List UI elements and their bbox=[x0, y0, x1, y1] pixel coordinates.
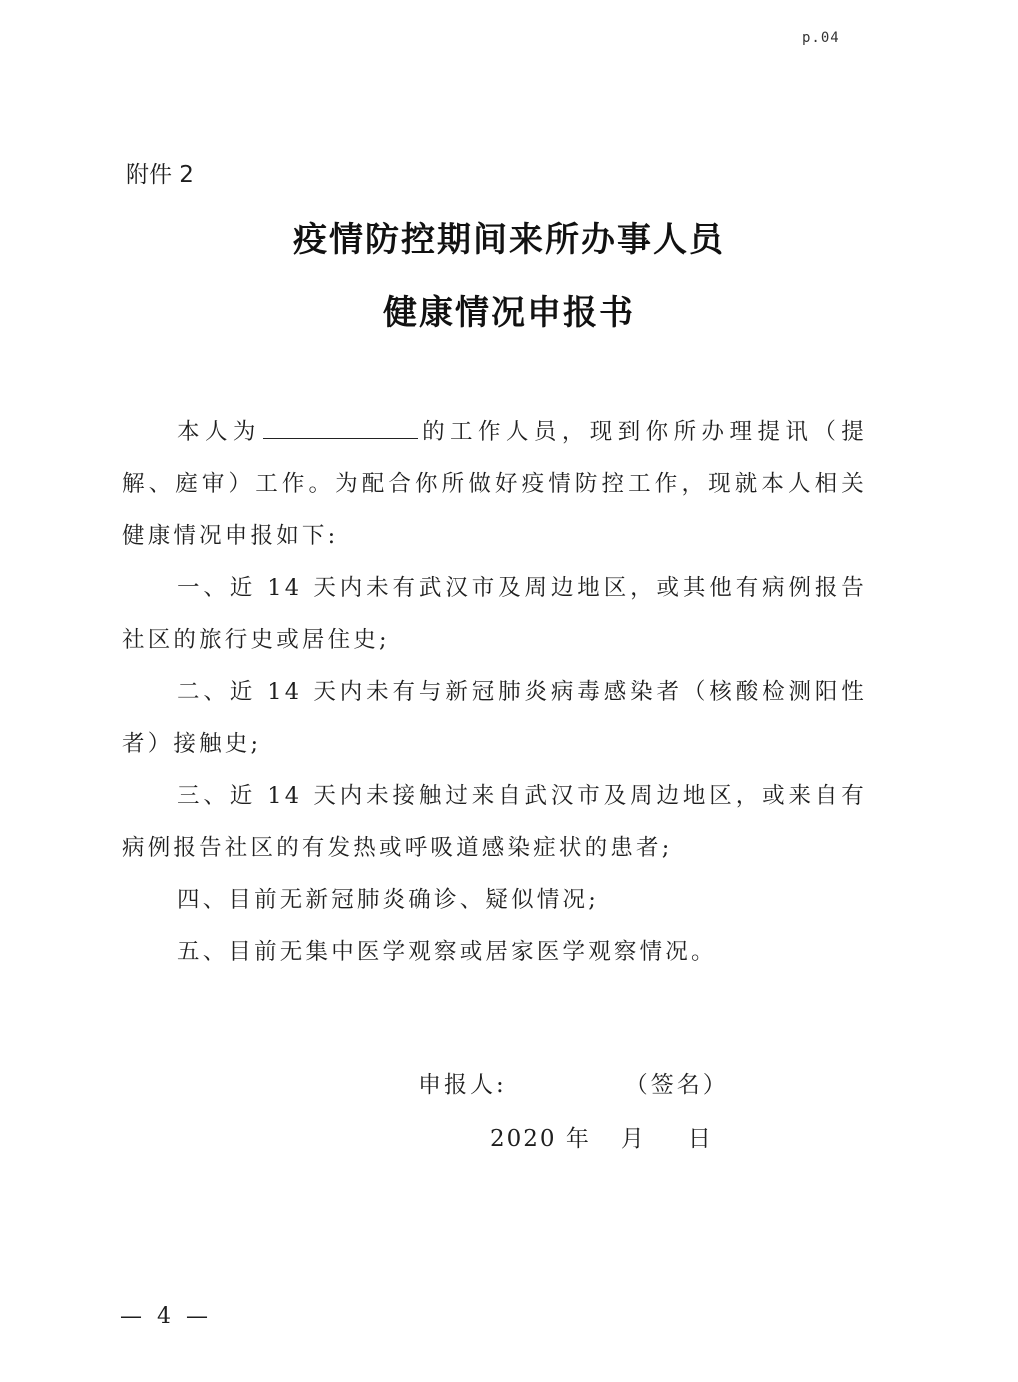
date-line bbox=[490, 1120, 713, 1153]
declaration-item-2: 二、近 14 天内未有与新冠肺炎病毒感染者（核酸检测阳性者）接触史; bbox=[122, 679, 867, 757]
declarant-label: 申报人: bbox=[418, 1072, 507, 1098]
date-day: 日 bbox=[687, 1126, 713, 1152]
page-number: — 4 — bbox=[120, 1304, 212, 1329]
intro-text-after: 的工作人员，现到你所办理提讯（提解、庭审）工作。为配合你所做好疫情防控工作，现就本人相关健康情况申报如下: bbox=[122, 419, 867, 549]
declarant-line bbox=[418, 1066, 729, 1099]
declaration-item-3: 三、近 14 天内未接触过来自武汉市及周边地区，或来自有病例报告社区的有发热或呼吸道感染症状的患者; bbox=[122, 783, 867, 861]
declaration-item-4: 四、目前无新冠肺炎确诊、疑似情况; bbox=[177, 887, 599, 913]
document-body bbox=[122, 406, 867, 978]
document-title-line1: 疫情防控期间来所办事人员 bbox=[293, 220, 725, 260]
intro-paragraph bbox=[122, 406, 867, 562]
intro-text-before: 本人为 bbox=[177, 419, 261, 445]
date-month: 月 bbox=[620, 1126, 646, 1152]
date-year: 2020 年 bbox=[490, 1126, 591, 1152]
unit-blank-field bbox=[263, 414, 418, 439]
document-title-line2: 健康情况申报书 bbox=[383, 293, 635, 333]
page-marker: p.04 bbox=[802, 30, 840, 46]
declaration-item-5: 五、目前无集中医学观察或居家医学观察情况。 bbox=[177, 939, 717, 965]
attachment-label: 附件 2 bbox=[126, 162, 194, 188]
sign-hint: （签名） bbox=[624, 1072, 729, 1098]
declaration-item-1: 一、近 14 天内未有武汉市及周边地区，或其他有病例报告社区的旅行史或居住史; bbox=[122, 575, 867, 653]
